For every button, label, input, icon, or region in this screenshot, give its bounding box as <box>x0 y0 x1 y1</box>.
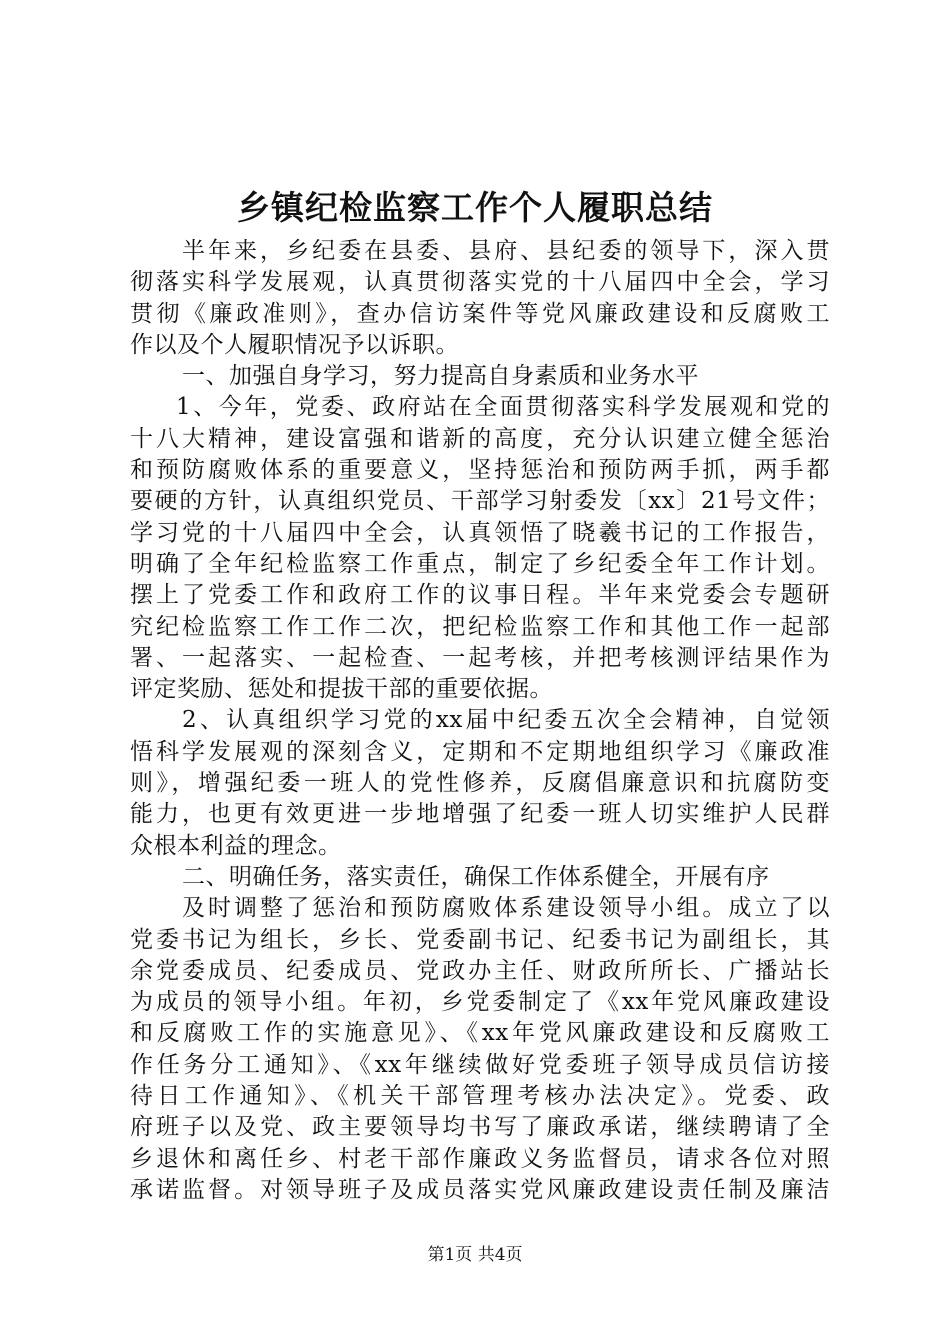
text-line: 明确了全年纪检监察工作重点，制定了乡纪委全年工作计划。 <box>130 550 830 577</box>
text-line: 和预防腐败体系的重要意义，坚持惩治和预防两手抓，两手都 <box>130 457 830 484</box>
text-line: 署、一起落实、一起检查、一起考核，并把考核测评结果作为 <box>130 644 830 671</box>
page-number-footer: 第1页 共4页 <box>427 1245 523 1265</box>
text-line: 党委书记为组长，乡长、党委副书记、纪委书记为副组长，其 <box>130 926 830 953</box>
section-heading: 二、明确任务，落实责任，确保工作体系健全，开展有序 <box>182 863 770 890</box>
document-body <box>130 236 830 1206</box>
text-line: 学习党的十八届四中全会，认真领悟了晓羲书记的工作报告， <box>130 519 830 546</box>
text-line: 贯彻《廉政准则》，查办信访案件等党风廉政建设和反腐败工 <box>130 300 830 327</box>
text-line: 作任务分工通知》、《xx年继续做好党委班子领导成员信访接 <box>130 1051 830 1078</box>
text-line: 悟科学发展观的深刻含义，定期和不定期地组织学习《廉政准 <box>130 738 830 765</box>
document-title: 乡镇纪检监察工作个人履职总结 <box>237 188 713 227</box>
text-line: 十八大精神，建设富强和谐新的高度，充分认识建立健全惩治 <box>130 425 830 452</box>
text-line: 摆上了党委工作和政府工作的议事日程。半年来党委会专题研 <box>130 582 830 609</box>
text-line: 及时调整了惩治和预防腐败体系建设领导小组。成立了以 <box>182 895 830 922</box>
text-line: 为成员的领导小组。年初，乡党委制定了《xx年党风廉政建设 <box>130 989 830 1016</box>
text-line: 府班子以及党、政主要领导均书写了廉政承诺，继续聘请了全 <box>130 1114 830 1141</box>
text-line: 则》，增强纪委一班人的党性修养，反腐倡廉意识和抗腐防变 <box>130 770 830 797</box>
text-line: 和反腐败工作的实施意见》、《xx年党风廉政建设和反腐败工 <box>130 1020 830 1047</box>
text-line: 2、认真组织学习党的xx届中纪委五次全会精神，自觉领 <box>182 707 830 734</box>
text-line: 彻落实科学发展观，认真贯彻落实党的十八届四中全会，学习 <box>130 269 830 296</box>
text-line: 乡退休和离任乡、村老干部作廉政义务监督员，请求各位对照 <box>130 1145 830 1172</box>
text-line: 众根本利益的理念。 <box>130 832 342 859</box>
text-line: 半年来，乡纪委在县委、县府、县纪委的领导下，深入贯 <box>182 238 830 264</box>
text-line: 要硬的方针，认真组织党员、干部学习射委发〔xx〕21号文件； <box>130 488 830 515</box>
text-line: 待日工作通知》、《机关干部管理考核办法决定》。党委、政 <box>130 1083 830 1110</box>
text-line: 承诺监督。对领导班子及成员落实党风廉政建设责任制及廉洁 <box>130 1176 830 1203</box>
text-line: 能力，也更有效更进一步地增强了纪委一班人切实维护人民群 <box>130 801 830 828</box>
text-line: 评定奖励、惩处和提拔干部的重要依据。 <box>130 676 553 703</box>
text-line: 余党委成员、纪委成员、党政办主任、财政所所长、广播站长 <box>130 957 830 984</box>
text-line: 1、今年，党委、政府站在全面贯彻落实科学发展观和党的 <box>176 394 830 421</box>
section-heading: 一、加强自身学习，努力提高自身素质和业务水平 <box>182 363 699 390</box>
text-line: 作以及个人履职情况予以诉职。 <box>130 331 459 358</box>
text-line: 究纪检监察工作工作二次，把纪检监察工作和其他工作一起部 <box>130 613 830 640</box>
